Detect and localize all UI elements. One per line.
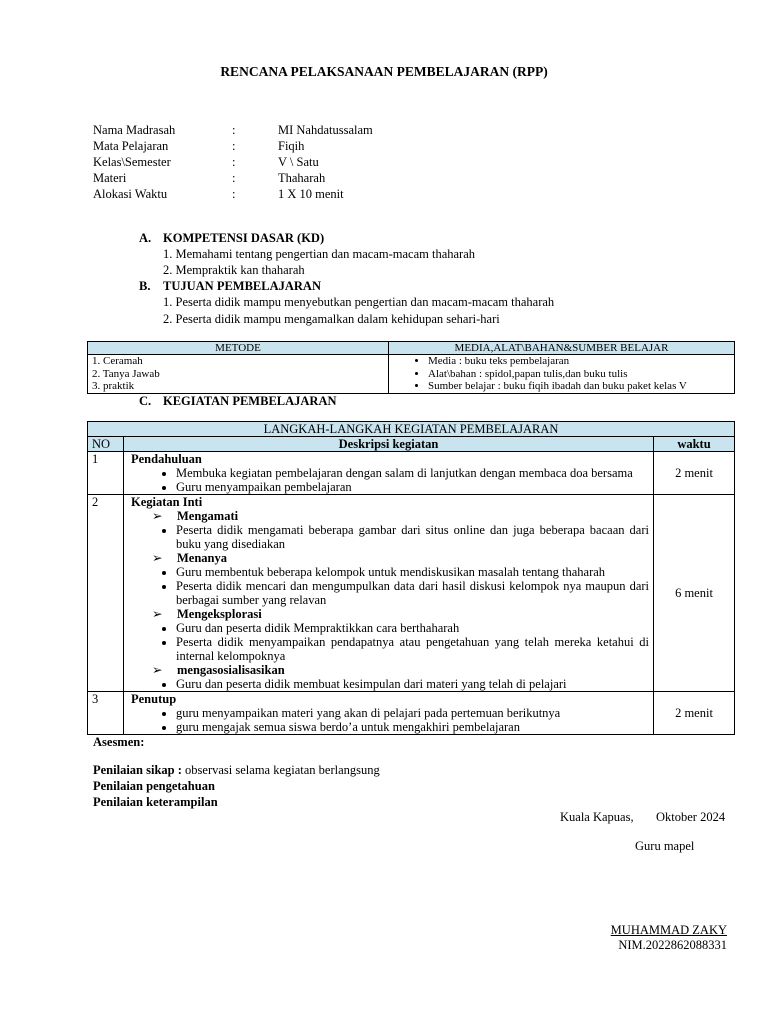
assessment-pengetahuan: Penilaian pengetahuan xyxy=(93,779,215,793)
info-colon: : xyxy=(232,187,236,201)
info-value: Fiqih xyxy=(278,139,305,153)
activity-bullet: • guru menyampaikan materi yang akan di pelajari pada pertemuan berikutnya xyxy=(176,706,649,720)
activity-bullet: • Guru membentuk beberapa kelompok untuk mendiskusikan masalah tentang thaharah xyxy=(176,565,649,579)
col-time-header: waktu xyxy=(654,437,735,452)
media-list xyxy=(393,355,730,393)
signature-nim: NIM.2022862088331 xyxy=(618,938,727,952)
section-b-heading xyxy=(139,278,321,294)
row-description xyxy=(124,495,654,692)
media-item: • Sumber belajar : buku fiqih ibadah dan buku paket kelas V xyxy=(428,380,730,393)
info-value: 1 X 10 menit xyxy=(278,187,344,201)
info-colon: : xyxy=(232,155,236,169)
info-value: MI Nahdatussalam xyxy=(278,123,373,137)
activity-bullet: • Membuka kegiatan pembelajaran dengan salam di lanjutkan dengan membaca doa bersama xyxy=(176,466,649,480)
kd-item: 2. Mempraktik kan thaharah xyxy=(163,263,305,277)
signature-role: Guru mapel xyxy=(635,839,695,853)
arrowhead-icon: ➢ xyxy=(152,607,163,621)
activity-bullet: • Peserta didik mengamati beberapa gambar dari situs online dan juga beberapa bacaan dari buku yang disediakan xyxy=(176,523,649,551)
activity-bullet: • Guru dan peserta didik membuat kesimpulan dari materi yang telah di pelajari xyxy=(176,677,649,691)
assessment-value: observasi selama kegiatan berlangsung xyxy=(181,763,380,777)
signature-date: Oktober 2024 xyxy=(656,810,726,824)
signature-place: Kuala Kapuas, xyxy=(560,810,634,824)
signature-name: MUHAMMAD ZAKY xyxy=(610,923,727,937)
row-heading: Kegiatan Inti xyxy=(131,495,203,509)
activity-bullet: • Peserta didik mencari dan mengumpulkan data dari hasil diskusi kelompok nya maupun dari berbagai sumber yang relavan xyxy=(176,579,649,607)
step-name: mengasosialisasikan xyxy=(177,663,285,677)
media-item: • Alat\bahan : spidol,papan tulis,dan buku tulis xyxy=(428,368,730,381)
arrowhead-icon: ➢ xyxy=(152,509,163,523)
method-item: 2. Tanya Jawab xyxy=(92,367,160,380)
info-colon: : xyxy=(232,171,236,185)
assessment-sikap xyxy=(93,762,380,778)
step-heading xyxy=(131,663,649,677)
row-number: 1 xyxy=(88,452,124,495)
info-label: Kelas\Semester xyxy=(93,155,171,169)
row-time: 2 menit xyxy=(654,452,735,495)
section-title: KEGIATAN PEMBELAJARAN xyxy=(163,394,337,408)
section-a-heading xyxy=(139,230,324,246)
table-row xyxy=(88,495,735,692)
activity-table xyxy=(87,421,735,735)
table-row xyxy=(88,452,735,495)
section-letter: A. xyxy=(139,231,152,245)
info-label: Nama Madrasah xyxy=(93,123,176,137)
section-letter: B. xyxy=(139,279,151,293)
arrowhead-icon: ➢ xyxy=(152,663,163,677)
document-title: RENCANA PELAKSANAAN PEMBELAJARAN (RPP) xyxy=(220,64,548,79)
methods-table xyxy=(87,341,735,394)
section-title: TUJUAN PEMBELAJARAN xyxy=(163,279,321,293)
media-cell xyxy=(389,355,735,394)
section-c-heading xyxy=(139,393,337,409)
media-header: MEDIA,ALAT\BAHAN&SUMBER BELAJAR xyxy=(389,342,735,355)
row-description xyxy=(124,692,654,735)
activity-bullet: • Guru menyampaikan pembelajaran xyxy=(176,480,649,494)
step-name: Mengamati xyxy=(177,509,239,523)
assessment-heading: Asesmen: xyxy=(93,735,145,749)
method-item: 1. Ceramah xyxy=(92,355,143,367)
row-number: 2 xyxy=(88,495,124,692)
activity-table-caption: LANGKAH-LANGKAH KEGIATAN PEMBELAJARAN xyxy=(88,422,735,437)
step-heading xyxy=(131,551,649,565)
arrowhead-icon: ➢ xyxy=(152,551,163,565)
objective-item: 1. Peserta didik mampu menyebutkan pengertian dan macam-macam thaharah xyxy=(163,295,555,309)
row-heading: Pendahuluan xyxy=(131,452,202,466)
info-label: Materi xyxy=(93,171,127,185)
info-colon: : xyxy=(232,123,236,137)
col-desc-header: Deskripsi kegiatan xyxy=(124,437,654,452)
col-no-header: NO xyxy=(88,437,124,452)
row-number: 3 xyxy=(88,692,124,735)
activity-bullet: • Guru dan peserta didik Mempraktikkan cara berthaharah xyxy=(176,621,649,635)
objective-item: 2. Peserta didik mampu mengamalkan dalam kehidupan sehari-hari xyxy=(163,312,500,326)
step-name: Mengeksplorasi xyxy=(177,607,262,621)
methods-cell xyxy=(88,355,389,394)
assessment-keterampilan: Penilaian keterampilan xyxy=(93,795,218,809)
section-title: KOMPETENSI DASAR (KD) xyxy=(163,231,325,245)
step-name: Menanya xyxy=(177,551,227,565)
table-row xyxy=(88,692,735,735)
info-value: Thaharah xyxy=(278,171,326,185)
row-time: 2 menit xyxy=(654,692,735,735)
kd-item: 1. Memahami tentang pengertian dan macam-macam thaharah xyxy=(163,247,476,261)
info-value: V \ Satu xyxy=(278,155,319,169)
row-heading: Penutup xyxy=(131,692,177,706)
activity-bullet: • Peserta didik menyampaikan pendapatnya atau pengetahuan yang telah mereka ketahui di internal kelompoknya xyxy=(176,635,649,663)
methods-header: METODE xyxy=(88,342,389,355)
row-description xyxy=(124,452,654,495)
media-item: • Media : buku teks pembelajaran xyxy=(428,355,730,368)
assessment-label: Penilaian sikap : xyxy=(93,763,182,777)
activity-bullet: • guru mengajak semua siswa berdo’a untuk mengakhiri pembelajaran xyxy=(176,720,649,734)
method-item: 3. praktik xyxy=(92,380,135,392)
info-label: Alokasi Waktu xyxy=(93,187,168,201)
step-heading xyxy=(131,607,649,621)
info-colon: : xyxy=(232,139,236,153)
step-heading xyxy=(131,509,649,523)
info-label: Mata Pelajaran xyxy=(93,139,169,153)
row-time: 6 menit xyxy=(654,495,735,692)
section-letter: C. xyxy=(139,394,152,408)
